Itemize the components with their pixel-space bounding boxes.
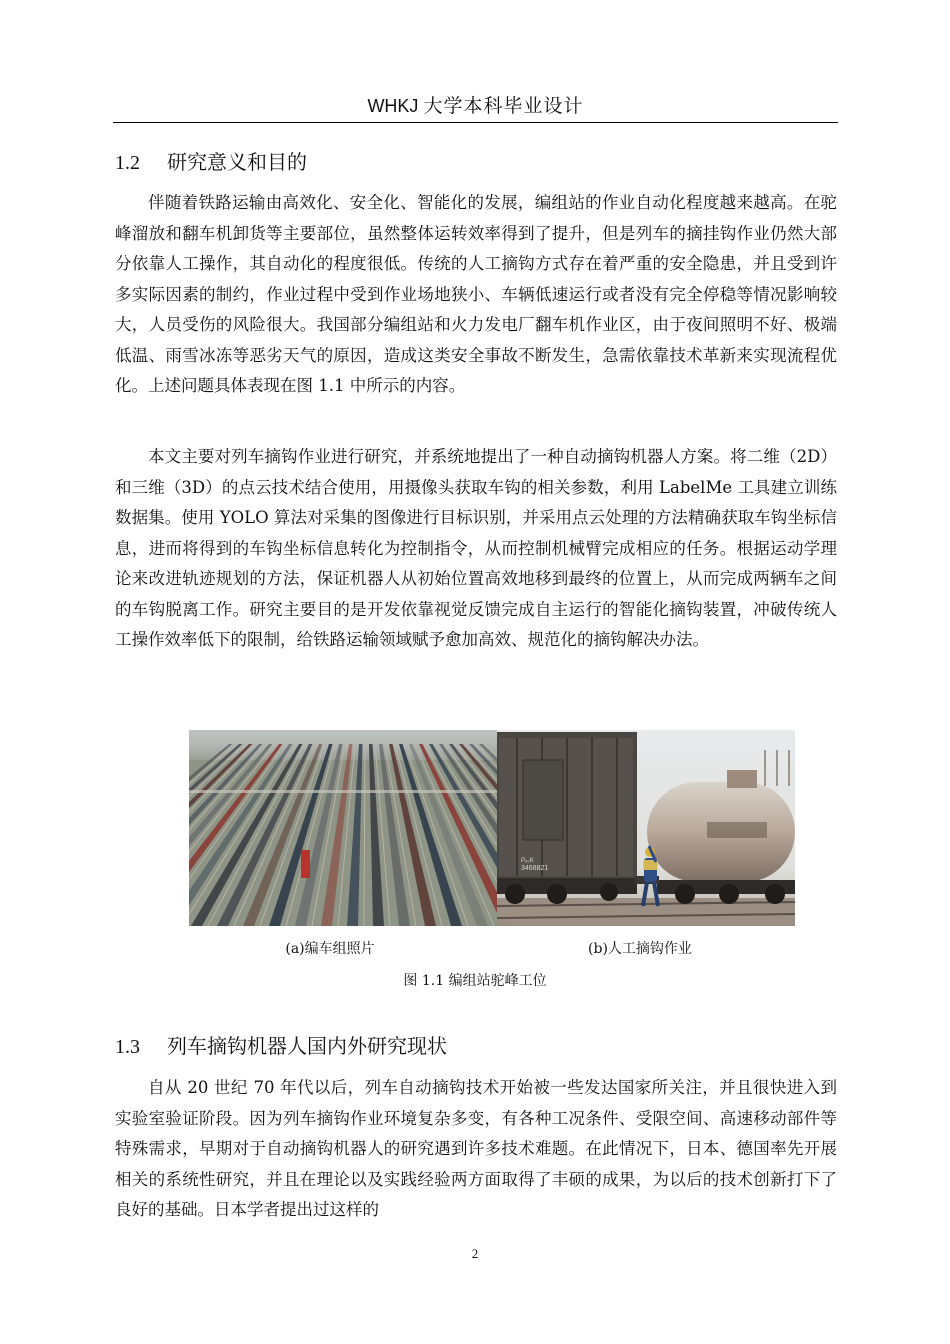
figure-caption: 图 1.1 编组站驼峰工位 [403, 973, 547, 989]
section-title: 研究意义和目的 [167, 150, 307, 174]
section-heading-1-2 [115, 146, 307, 175]
section-number: 1.2 [115, 152, 140, 174]
section-heading-1-3 [115, 1030, 447, 1059]
paragraph: 伴随着铁路运输由高效化、安全化、智能化的发展，编组站的作业自动化程度越来越高。在驼峰溜放和翻车机卸货等主要部位，虽然整体运转效率得到了提升，但是列车的摘挂钩作业仍然大部分依靠人工操作，其自动化的程度很低。传统的人工摘钩方式存在着严重的安全隐患，并且受到许多实际因素的制约，作业过程中受到作业场地狭小、车辆低速运行或者没有完全停稳等情况影响较大，人员受伤的风险很大。我国部分编组站和火力发电厂翻车机作业区，由于夜间照明不好、极端低温、雨雪冰冻等恶劣天气的原因，造成这类安全事故不断发生，急需依靠技术革新来实现流程优化。上述问题具体表现在图 1.1 中所示的内容。 [115, 193, 837, 395]
section-number: 1.3 [115, 1036, 140, 1058]
page-number: 2 [471, 1246, 479, 1261]
page-header [113, 90, 838, 123]
figure-caption-b: (b)人工摘钩作业 [588, 941, 692, 957]
paragraph: 自从 20 世纪 70 年代以后，列车自动摘钩技术开始被一些发达国家所关注，并且很快进入到实验室验证阶段。因为列车摘钩作业环境复杂多变，有各种工况条件、受限空间、高速移动部件等特殊需求，早期对于自动摘钩机器人的研究遇到许多技术难题。在此情况下，日本、德国率先开展相关的系统性研究，并且在理论以及实践经验两方面取得了丰硕的成果，为以后的技术创新打下了良好的基础。日本学者提出过这样的 [115, 1078, 837, 1219]
header-prefix: WHKJ [367, 96, 419, 116]
wagon-number-text: 3468821 [521, 865, 549, 872]
svg-text:P₆₀K: P₆₀K [521, 858, 534, 864]
section-title: 列车摘钩机器人国内外研究现状 [167, 1034, 447, 1058]
figure-caption-a: (a)编车组照片 [285, 941, 375, 957]
marshalling-yard-photo [189, 730, 497, 926]
paragraph: 本文主要对列车摘钩作业进行研究，并系统地提出了一种自动摘钩机器人方案。将二维（2D）和三维（3D）的点云技术结合使用，用摄像头获取车钩的相关参数，利用 LabelMe 工具建立训练数据集。使用 YOLO 算法对采集的图像进行目标识别，并采用点云处理的方法精确获取车钩坐标信息，进而将得到的车钩坐标信息转化为控制指令，从而控制机械臂完成相应的任务。根据运动学理论来改进轨迹规划的方法，保证机器人从初始位置高效地移到最终的位置上，从而完成两辆车之间的车钩脱离工作。研究主要目的是开发依靠视觉反馈完成自主运行的智能化摘钩装置，冲破传统人工操作效率低下的限制，给铁路运输领域赋予愈加高效、规范化的摘钩解决办法。 [115, 447, 837, 649]
header-title: 大学本科毕业设计 [423, 95, 584, 117]
manual-uncoupling-photo [497, 730, 795, 926]
